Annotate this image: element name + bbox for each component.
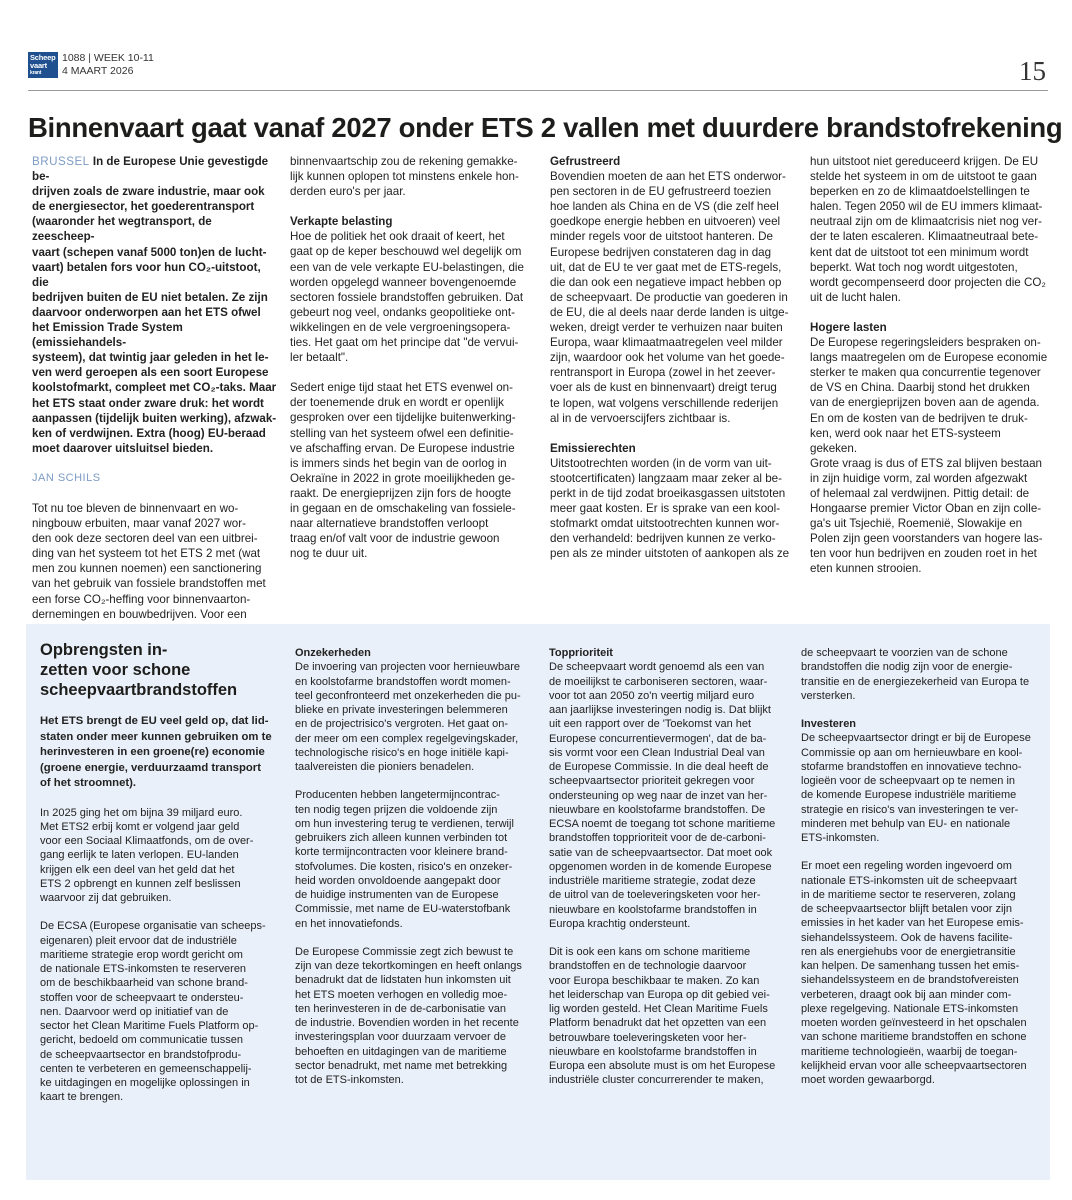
body-paragraph: In 2025 ging het om bijna 39 miljard euro. Met ETS2 erbij komt er volgend jaar geld voor een Sociaal Klimaatfonds, om de over- gang eerlijk te laten verlopen. EU-landen krijgen elk een deel van het geld dat het ETS 2 opbrengt en kunnen zelf beslissen waarvoor zij dat gebruiken. xyxy=(40,806,254,904)
headline: Binnenvaart gaat vanaf 2027 onder ETS 2 vallen met duurdere brandstofrekening xyxy=(28,112,1063,143)
subheading: Topprioriteit xyxy=(549,647,613,659)
subheading: Hogere lasten xyxy=(810,320,887,334)
body-paragraph: Tot nu toe bleven de binnenvaart en wo- ningbouw erbuiten, maar vanaf 2027 wor- den ook deze sectoren deel van een uitbrei- ding van het systeem tot het ETS 2 met (wat men zou kunnen noemen) een sanctionering van het gebruik van fossiele brandstoffen met een forse CO₂-heffing voor binnenvaarton- dernemingen en bouwbedrijven. Voor een xyxy=(32,501,266,621)
subheading: Verkapte belasting xyxy=(290,215,393,229)
body-paragraph: binnenvaartschip zou de rekening gemakke- lijk kunnen oplopen tot minstens enkele hon- derden euro's per jaar. xyxy=(290,155,519,199)
body-paragraph: Uitstootrechten worden (in de vorm van uit- stootcertificaten) langzaam maar zeker al be- perkt in de tijd zodat broeikasgassen uitstoten meer gaat kosten. Er is sprake van een kool- stofmarkt omdat uitstootrechten kunnen wor- den verhandeld: bedrijven kunnen ze verko- pen als ze minder uitstoten of aankopen als ze xyxy=(550,456,790,561)
article-column-1 xyxy=(32,154,277,622)
body-paragraph: Dit is ook een kans om schone maritieme brandstoffen en de technologie daarvoor voor Europa beschikbaar te maken. Zo kan het leiderschap van Europa op dit gebied vei- lig worden gesteld. Het Clean Maritime Fuels Platform benadrukt dat het opzetten van een betrouwbare toeleveringsketen voor her- nieuwbare en koolstofarme brandstoffen in Europa een absolute must is om het Europese industriële cluster concurrerender te maken, xyxy=(549,946,776,1087)
body-paragraph: Sedert enige tijd staat het ETS evenwel on- der toenemende druk en wordt er openlijk gesproken over een tijdelijke buitenwerking- stelling van het systeem ofwel een definitie- ve afschaffing ervan. De Europese industrie is immers sinds het begin van de oorlog in Oekraïne in 2022 in grote moeilijkheden ge- raakt. De energieprijzen zijn fors de hoogte in gegaan en de omschakeling van fossiele- naar alternatieve brandstoffen verloopt traag en/of valt voor de industrie gewoon nog te duur uit. xyxy=(290,381,516,561)
subheading: Onzekerheden xyxy=(295,647,371,659)
page-number: 15 xyxy=(1019,56,1046,86)
box-column-3 xyxy=(549,646,799,1088)
header-divider xyxy=(28,90,1048,91)
logo-line: krant xyxy=(30,70,42,76)
box-column-1 xyxy=(40,714,285,1105)
box-column-2 xyxy=(295,646,545,1087)
publication-logo xyxy=(28,52,58,78)
body-paragraph: De invoering van projecten voor hernieuwbare en koolstofarme brandstoffen wordt momen- teel geconfronteerd met onzekerheden die pu- blieke en private investeringen belemmeren en de projectrisico's vergroten. Het gaat on- der meer om een complex regelgevingskader, technologische risico's en hoge initiële kapi- taalvereisten die pioniers benadelen. xyxy=(295,661,521,773)
body-paragraph: De ECSA (Europese organisatie van scheeps- eigenaren) pleit ervoor dat de industriële maritieme strategie erop wordt gericht om de nationale ETS-inkomsten te reserveren om de beschikbaarheid van schone brand- stoffen voor de scheepvaart te ondersteu- nen. Daarvoor werd op initiatief van de sector het Clean Maritime Fuels Platform op- gericht, bedoeld om communicatie tussen de scheepvaartsector en brandstofprodu- centen te verbeteren en gemeenschappelij- ke uitdagingen en mogelijke oplossingen in kaart te brengen. xyxy=(40,920,266,1104)
body-paragraph: De Europese Commissie zegt zich bewust te zijn van deze tekortkomingen en heeft onlangs benadrukt dat de lidstaten hun inkomsten uit het ETS moeten verhogen en volledig moe- ten herinvesteren in de de-carbonisatie van de industrie. Bovendien worden in het recente investeringsplan voor duurzaam vervoer de behoeften en uitdagingen van de maritieme sector benadrukt, met name met betrekking tot de ETS-inkomsten. xyxy=(295,945,522,1086)
subheading: Gefrustreerd xyxy=(550,155,621,168)
logo-line: vaart xyxy=(30,61,47,70)
body-paragraph: hun uitstoot niet gereduceerd krijgen. De EU stelde het systeem in om de uitstoot te gaan beperken en zo de klimaatdoelstellingen te halen. Tegen 2050 wil de EU immers klimaat- neutraal zijn om de klimaatcrisis niet nog ver- der te laten escaleren. Klimaatneutraal bete- kent dat de uitstoot tot een minimum wordt beperkt. Wat toch nog wordt uitgestoten, wordt gecompenseerd door projecten die CO₂ uit de lucht halen. xyxy=(810,155,1046,304)
body-paragraph: De Europese regeringsleiders bespraken on- langs maatregelen om de Europese economie sterker te maken qua concurrentie tegenover de VS en China. Daarbij stond het drukken van de energieprijzen boven aan de agenda. En om de kosten van de bedrijven te druk- ken, werd ook naar het ETS-systeem gekeken. Grote vraag is dus of ETS zal blijven bestaan in zijn huidige vorm, zal worden afgezwakt of helemaal zal verdwijnen. Pittig detail: de Hongaarse premier Victor Oban en zijn colle- ga's uit Tsjechië, Roemenië, Slowakije en Polen zijn geen voorstanders van hogere las- ten voor hun bedrijven en zouden roet in het eten kunnen strooien. xyxy=(810,336,1048,576)
body-paragraph: Er moet een regeling worden ingevoerd om nationale ETS-inkomsten uit de scheepvaart in de maritieme sector te reserveren, zolang de scheepvaartsector blijft betalen voor zijn emissies in het kader van het Europese emis- siehandelssysteem. Ook de havens facilite- ren als energiehubs voor de energietransitie kan helpen. De samenhang tussen het emis- siehandelssysteem en de brandstofvereisten verbeteren, draagt ook bij aan minder com- plexe regelgeving. Nationale ETS-inkomsten moeten worden geïnvesteerd in het opschalen van schone maritieme brandstoffen en schone maritieme technologieën, waarbij de toegan- kelijkheid ervan voor alle scheepvaartsectoren moet worden gewaarborgd. xyxy=(801,860,1027,1086)
lead-paragraph xyxy=(32,154,277,184)
article-column-4 xyxy=(810,154,1050,577)
subheading: Emissierechten xyxy=(550,441,636,455)
box-column-4 xyxy=(801,646,1047,1087)
article-column-2 xyxy=(290,154,540,561)
body-paragraph: Bovendien moeten de aan het ETS onderwor- pen sectoren in de EU gefrustreerd toezien hoe landen als China en de VS (die zelf heel goedkope energie hebben en uitvoeren) veel minder regels voor de uitstoot hanteren. De Europese bedrijven constateren dag in dag uit, dat de EU te ver gaat met de ETS-regels, die dan ook een negatieve impact hebben op de scheepvaart. De productie van goederen in de EU, die al deels naar derde landen is uitge- weken, dreigt verder te verhuizen naar buiten Europa, waar klimaatmaatregelen veel milder zijn, waardoor ook het volume van het goede- rentransport in Europa (zowel in het zeever- voer als de kust en binnenvaart) dreigt terug te lopen, wat volgens verschillende rederijen al in de vervoerscijfers zichtbaar is. xyxy=(550,170,789,425)
body-paragraph: Hoe de politiek het ook draait of keert, het gaat op de keper beschouwd wel degelijk om een van de vele verkapte EU-belastingen, die worden opgelegd wanneer bovengenoemde sectoren fossiele brandstoffen gebruiken. Dat gebeurt nog veel, ondanks geopolitieke ont- wikkelingen en de vele vergroeningsopera- ties. Het gaat om het principe dat "de vervui- ler betaalt". xyxy=(290,230,524,365)
box-lead: Het ETS brengt de EU veel geld op, dat lid- staten onder meer kunnen gebruiken om te herinvesteren in een groene(re) economie (groene energie, verduurzaamd transport of het stroomnet). xyxy=(40,715,272,789)
article-column-3 xyxy=(550,154,800,561)
body-paragraph: De scheepvaart wordt genoemd als een van de moeilijkst te carboniseren sectoren, waar- voor tot aan 2050 zo'n veertig miljard euro aan jaarlijkse investeringen nodig is. Dat blijkt uit een rapport over de 'Toekomst van het Europese concurrentievermogen', dat de ba- sis vormt voor een Clean Industrial Deal van de Europese Commissie. In die deal heeft de scheepvaartsector prioriteit gekregen voor ondersteuning op weg naar de inzet van her- nieuwbare en koolstofarme brandstoffen. De ECSA noemt de toegang tot schone maritieme brandstoffen topprioriteit voor de de-carboni- satie van de scheepvaartsector. Dat moet ook opgenomen worden in de komende Europese industriële maritieme strategie, zodat deze de uitrol van de toeleveringsketen voor her- nieuwbare en koolstofarme brandstoffen in Europa krachtig ondersteunt. xyxy=(549,661,776,930)
logo-line: Scheep xyxy=(30,53,56,62)
issue-number: 1088 | WEEK 10-11 xyxy=(62,52,154,64)
subheading: Investeren xyxy=(801,718,857,730)
box-title: Opbrengsten in- zetten voor schone scheepvaartbrandstoffen xyxy=(40,641,238,699)
lead-text: drijven zoals de zware industrie, maar ook de energiesector, het goederentransport (waaronder het wegtransport, de zeescheep- vaart (schepen vanaf 5000 ton)en de lucht- vaart) betalen fors voor hun CO₂-uitstoot, die bedrijven buiten de EU niet betalen. Ze zijn daarvoor onderworpen aan het ETS ofwel het Emission Trade System (emissiehandels- systeem), dat twintig jaar geleden in het le- ven werd geroepen als een soort Europese koolstofmarkt, compleet met CO₂-taks. Maar het ETS staat onder zware druk: het wordt aanpassen (tijdelijk buiten werking), afzwak- ken of verdwijnen. Extra (hoog) EU-beraad moet daarover uitsluitsel bieden. xyxy=(32,185,277,455)
issue-date: 4 MAART 2026 xyxy=(62,65,134,77)
issue-info xyxy=(62,52,154,78)
lead-line: In de Europese Unie gevestigde be- xyxy=(32,155,269,184)
body-paragraph: De scheepvaartsector dringt er bij de Europese Commissie op aan om hernieuwbare en kool- stofarme brandstoffen en innovatieve techno- logieën voor de scheepvaart op te nemen in de komende Europese industriële maritieme strategie en risico's van investeringen te ver- minderen met behulp van EU- en nationale ETS-inkomsten. xyxy=(801,732,1031,844)
body-paragraph: Producenten hebben langetermijncontrac- ten nodig tegen prijzen die voldoende zijn om hun investering terug te verdienen, terwijl gebruikers zich alleen kunnen verbinden tot korte termijncontracten voor kleinere brand- stofvolumes. Die kosten, risico's en onzeker- heid worden onvoldoende aangepakt door de huidige instrumenten van de Europese Commissie, met name de EU-waterstofbank en het innovatiefonds. xyxy=(295,789,514,930)
body-paragraph: de scheepvaart te voorzien van de schone brandstoffen die nodig zijn voor de energie- transitie en de energiezekerheid van Europa te versterken. xyxy=(801,647,1030,702)
dateline: BRUSSEL xyxy=(32,155,90,168)
byline: JAN SCHILS xyxy=(32,471,101,484)
